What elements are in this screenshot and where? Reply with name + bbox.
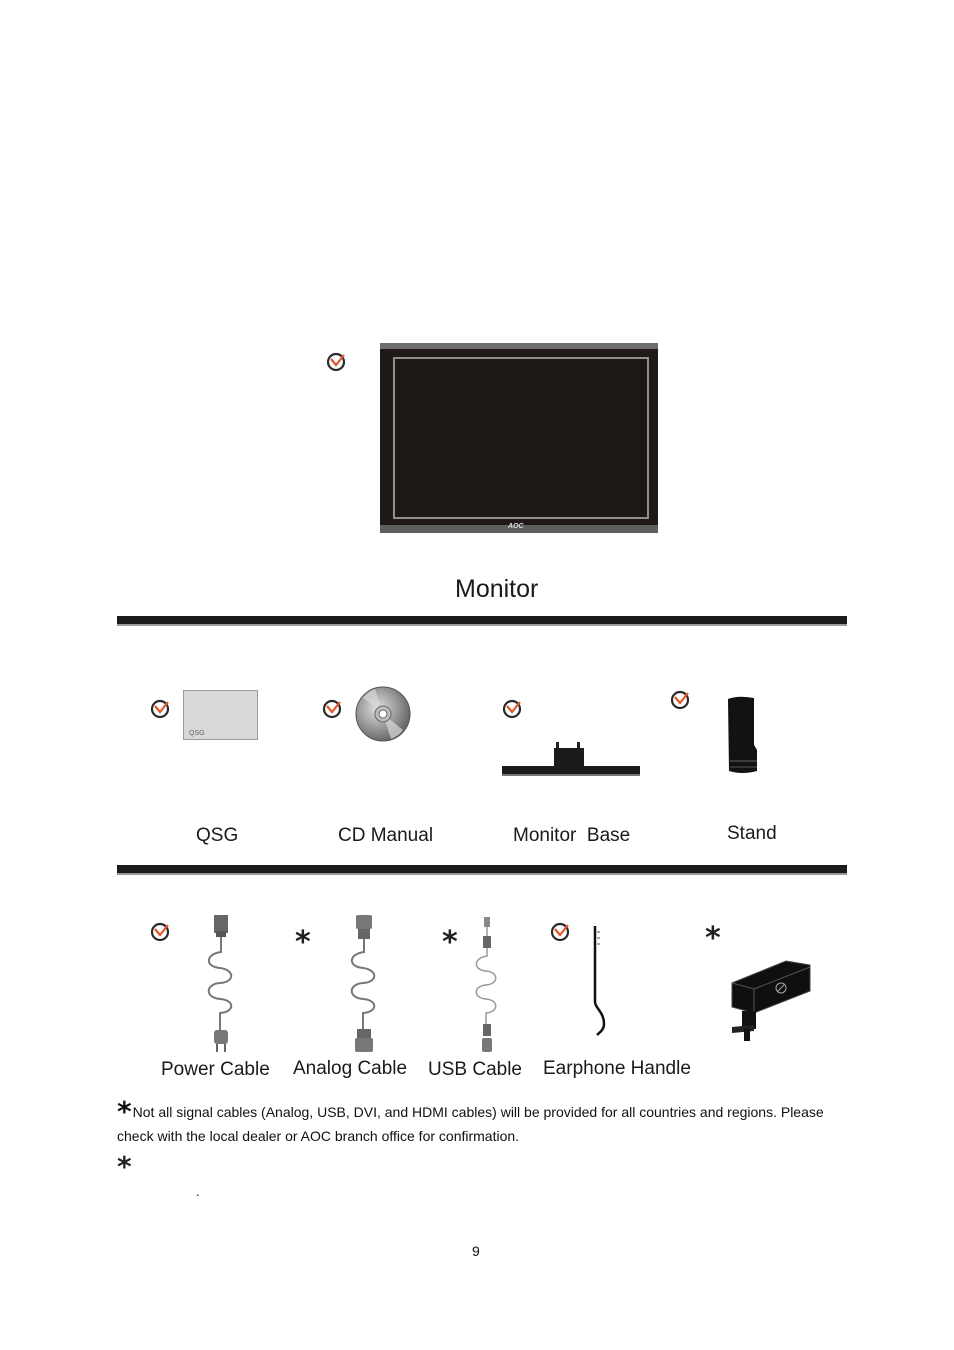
analog-cable-image [343, 912, 383, 1054]
qsg-box-text: QSG [189, 730, 205, 737]
cd-disc-icon [355, 686, 411, 742]
included-check-icon [502, 697, 524, 719]
included-check-icon [322, 697, 344, 719]
monitor-screen [393, 357, 649, 519]
earphone-handle-image [590, 924, 614, 1036]
section-divider [117, 865, 847, 875]
section-divider [117, 616, 847, 626]
footnote-cables [117, 1095, 857, 1148]
optional-asterisk-icon: * [705, 921, 721, 956]
analog-cable-label: Analog Cable [293, 1058, 408, 1079]
monitor-image [380, 343, 658, 533]
power-cable-label: Power Cable [161, 1059, 270, 1080]
monitor-base-image [500, 740, 645, 780]
qsg-label: QSG [196, 825, 239, 846]
monitor-label: Monitor [455, 575, 539, 603]
asterisk-icon: * [117, 1095, 132, 1128]
stand-image [724, 695, 764, 777]
optional-asterisk-icon: * [295, 925, 311, 960]
footnote-cables-text: Not all signal cables (Analog, USB, DVI, and HDMI cables) will be provided for all countries and regions. Please check with the local dealer or AOC branch office for confirmation. [117, 1104, 824, 1144]
asterisk-icon: * [117, 1150, 132, 1183]
page-number: 9 [472, 1243, 480, 1259]
included-check-icon [550, 920, 572, 942]
usb-cable-label: USB Cable [428, 1059, 522, 1080]
earphone-handle-label: Earphone Handle [543, 1058, 691, 1079]
stand-label: Stand [727, 823, 777, 844]
usb-cable-image [466, 914, 506, 1054]
cd-manual-label: CD Manual [338, 825, 434, 846]
footnote-second-text: . [196, 1184, 200, 1199]
included-check-icon [150, 697, 172, 719]
included-check-icon [150, 920, 172, 942]
aoc-logo: AOC [508, 523, 524, 530]
optional-asterisk-icon: * [442, 925, 458, 960]
power-cable-image [200, 912, 240, 1054]
included-check-icon [670, 688, 692, 710]
webcam-accessory-image [728, 955, 814, 1043]
monitor-base-label: Monitor Base [513, 825, 631, 846]
included-check-icon [326, 350, 348, 372]
qsg-image [183, 690, 258, 740]
